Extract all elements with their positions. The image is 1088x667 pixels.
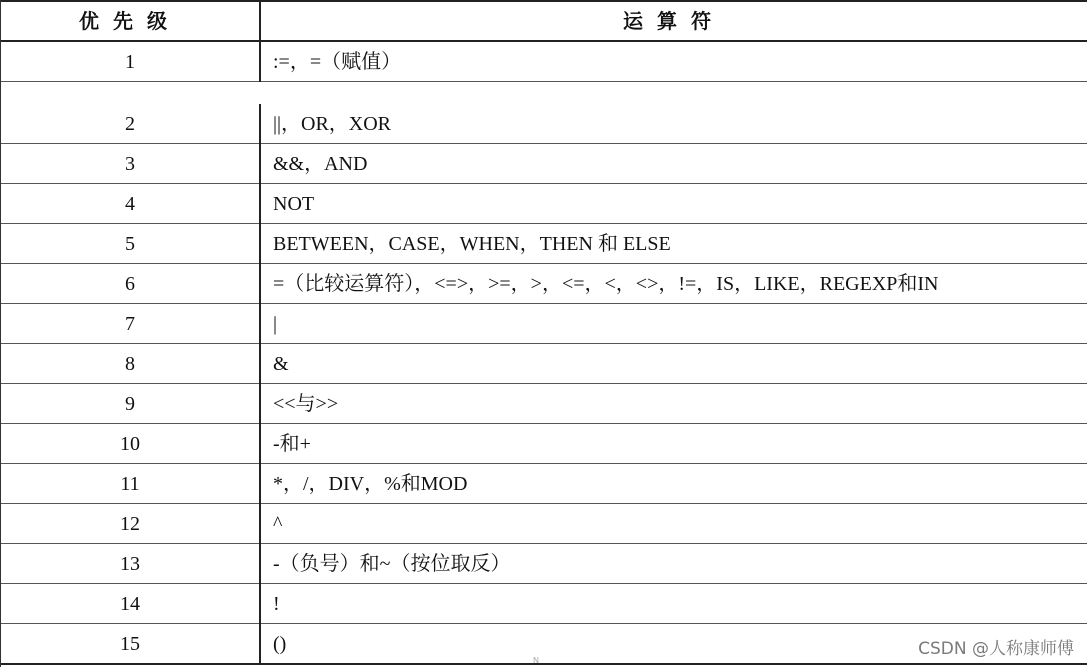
table-row [1,424,1087,464]
table-header [1,0,1087,42]
operator-cell: -（负号）和~（按位取反） [273,553,511,575]
priority-cell: 9 [125,393,135,415]
operator-cell: <<与>> [273,393,339,415]
table-row [1,544,1087,584]
operator-cell: ^ [273,513,283,535]
table-row [1,224,1087,264]
operator-cell: *，/，DIV，%和MOD [273,473,468,495]
column-divider-top [259,0,261,82]
table-row [1,42,1087,82]
priority-cell: 10 [120,433,140,455]
header-operator: 运算符 [623,9,725,33]
priority-cell: 7 [125,313,135,335]
page-mark: N [533,656,539,665]
operator-cell: -和+ [273,433,311,455]
priority-cell: 5 [125,233,135,255]
priority-cell: 13 [120,553,140,575]
watermark: CSDN @人称康师傅 [918,639,1074,659]
priority-cell: 11 [120,473,140,495]
operator-cell: =（比较运算符），<=>，>=，>，<=，<，<>，!=，IS，LIKE，REGEXP和IN [273,273,939,295]
table-gap [1,82,1087,104]
operator-cell: BETWEEN，CASE，WHEN，THEN 和 ELSE [273,233,671,255]
operator-cell: ||，OR，XOR [273,113,392,135]
operator-cell: :=，=（赋值） [273,51,402,73]
priority-cell: 15 [120,633,140,655]
priority-cell: 4 [125,193,135,215]
table-row [1,184,1087,224]
priority-cell: 12 [120,513,140,535]
table-row [1,144,1087,184]
priority-cell: 2 [125,113,135,135]
table-row [1,344,1087,384]
priority-cell: 3 [125,153,135,175]
table-row [1,384,1087,424]
table-row [1,104,1087,144]
table-row [1,304,1087,344]
header-priority: 优先级 [79,9,181,33]
priority-cell: 1 [125,51,135,73]
table-row [1,264,1087,304]
table-bottom-rule [1,663,1087,665]
table-row [1,584,1087,624]
priority-cell: 14 [120,593,140,615]
operator-cell: | [273,313,278,335]
operator-cell: & [273,353,289,375]
priority-cell: 6 [125,273,135,295]
priority-cell: 8 [125,353,135,375]
table-row [1,504,1087,544]
column-divider [259,104,261,665]
table-row [1,464,1087,504]
operator-cell: NOT [273,193,315,215]
operator-cell: &&，AND [273,153,368,175]
operator-cell: () [273,633,287,655]
operator-cell: ! [273,593,280,615]
